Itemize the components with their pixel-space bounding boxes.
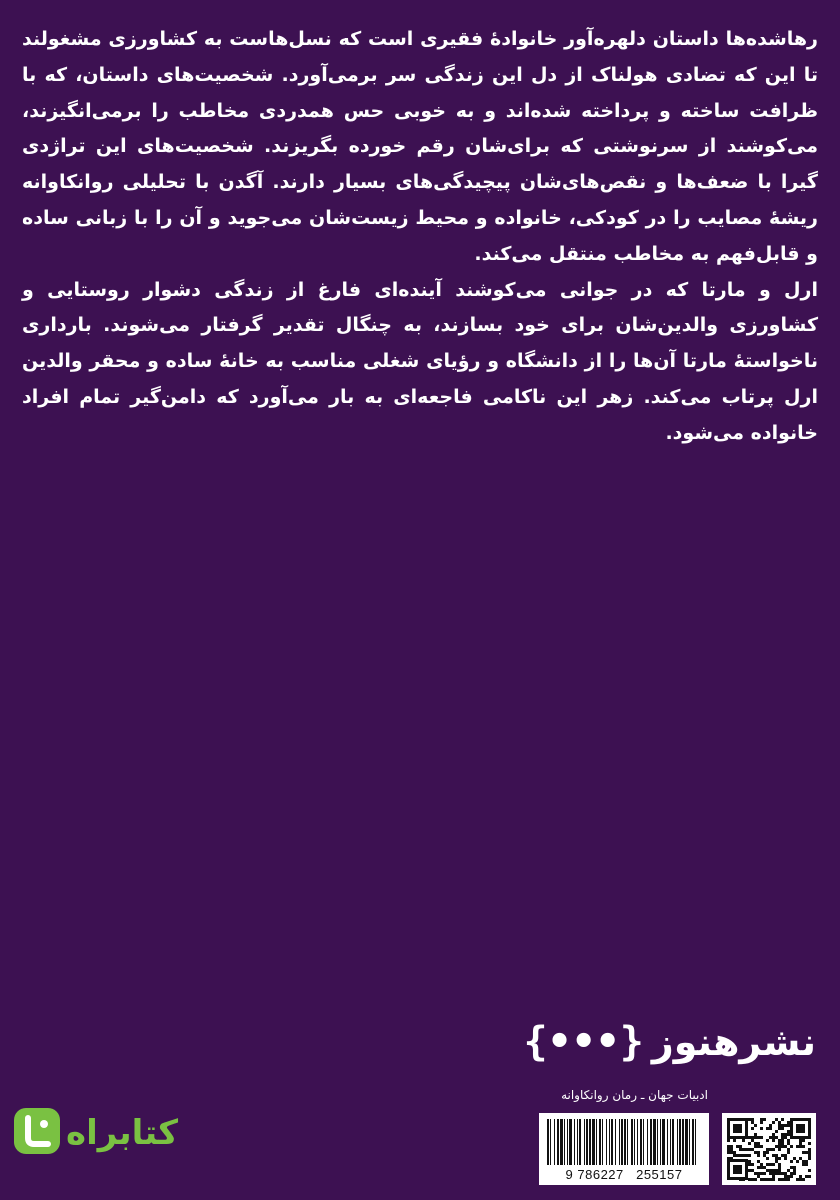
blurb-paragraph-1: رهاشده‌ها داستان دلهره‌آور خانوادهٔ فقیری است که نسل‌هاست به کشاورزی مشغولند تا این که تضادی هولناک از دل این زندگی سر برمی‌آورد. شخصیت‌های داستان، که با ظرافت ساخته و پرداخته شده‌اند و به خوبی حس همدردی مخاطب را برمی‌انگیزند، می‌کوشند از سرنوشتی که برای‌شان رقم خورده بگریزند. شخصیت‌های این تراژدی گیرا با ضعف‌ها و نقص‌های‌شان پیچیدگی‌های بسیار دارند. آگدن با تحلیلی روانکاوانه ریشهٔ مصایب را در کودکی، خانواده و محیط زیست‌شان می‌جوید و آن را با زبانی ساده و قابل‌فهم به مخاطب منتقل می‌کند.: [22, 28, 818, 265]
store-name: کتابراه: [66, 1113, 179, 1153]
back-cover-blurb: [22, 22, 818, 452]
genre-label: ادبیات جهان ـ رمان روانکاوانه: [561, 1088, 708, 1102]
store-logo: [14, 1108, 178, 1158]
store-mark-icon: [14, 1108, 60, 1158]
isbn-barcode: [539, 1113, 709, 1185]
isbn-number: 9 786227 255157: [565, 1167, 683, 1182]
publisher-logo: [523, 1019, 816, 1065]
publisher-name: نشرهنوز: [651, 1020, 816, 1064]
qr-code: [722, 1113, 816, 1185]
qr-code-icon: [726, 1117, 812, 1181]
barcode-bars: [545, 1119, 703, 1165]
blurb-paragraph-2: ارل و مارتا که در جوانی می‌کوشند آینده‌ای فارغ از زندگی دشوار روستایی و کشاورزی والدین‌شان برای خود بسازند، به چنگال تقدیر گرفتار می‌شوند. بارداری ناخواستهٔ مارتا آن‌ها را از دانشگاه و رؤیای شغلی مناسب به خانهٔ ساده و محقر والدین ارل پرتاب می‌کند. زهر این ناکامی فاجعه‌ای به بار می‌آورد که دامن‌گیر تمام افراد خانواده می‌شود.: [22, 278, 818, 444]
publisher-mark: {•••}: [523, 1019, 644, 1065]
